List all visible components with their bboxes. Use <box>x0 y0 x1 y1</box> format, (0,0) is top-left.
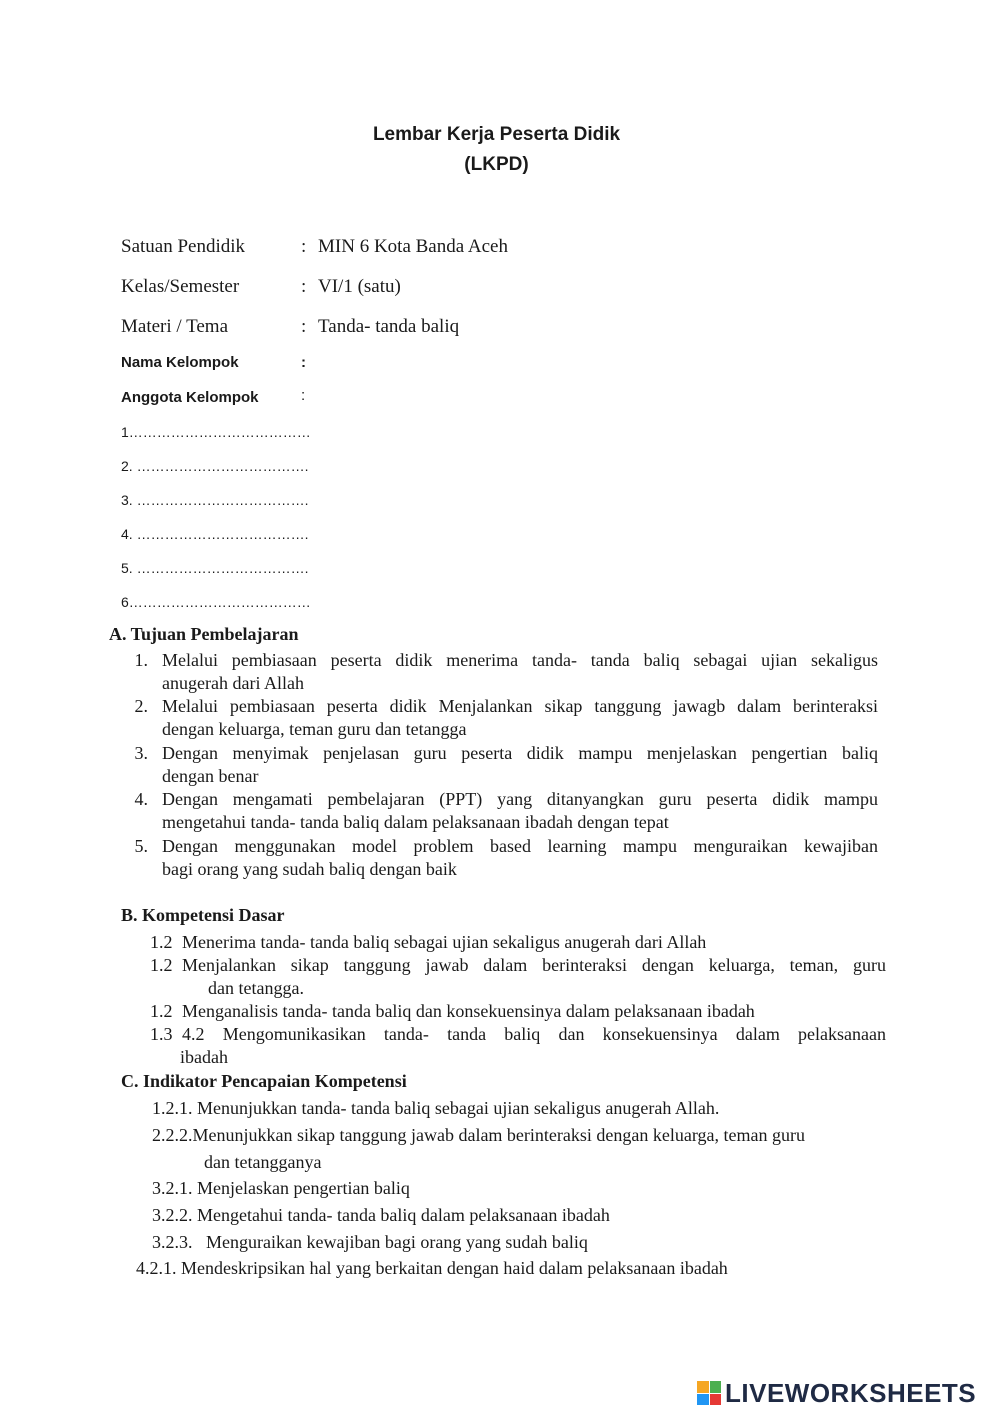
section-b-item-line: dan tetangga. <box>208 978 304 998</box>
materi-label: Materi / Tema <box>121 316 229 337</box>
section-a-item-line: Dengan menyimak penjelasan guru peserta didik mampu menjelaskan pengertian baliq <box>162 743 878 763</box>
section-a-item <box>162 835 878 881</box>
section-b-item-line: 4.2 Mengomunikasikan tanda- tanda baliq dan konsekuensinya dalam pelaksanaan <box>182 1024 886 1044</box>
section-a-item-num: 5. <box>134 836 148 856</box>
section-a-item-line: Dengan menggunakan model problem based learning mampu menguraikan kewajiban <box>162 836 878 856</box>
logo-square <box>697 1381 709 1393</box>
section-b-item <box>182 1023 886 1069</box>
page-subtitle: (LKPD) <box>464 154 529 175</box>
section-b-item-line: Menerima tanda- tanda baliq sebagai ujian sekaligus anugerah dari Allah <box>182 932 707 952</box>
section-a-item-line: mengetahui tanda- tanda baliq dalam pelaksanaan ibadah dengan tepat <box>162 812 669 832</box>
section-b-heading: B. Kompetensi Dasar <box>121 905 285 925</box>
section-b-item-line: ibadah <box>180 1047 228 1067</box>
logo-square <box>710 1394 722 1406</box>
indicator-item-continuation: dan tetangganya <box>204 1152 322 1172</box>
section-b-item-num: 1.2 <box>150 932 173 952</box>
kelas-label: Kelas/Semester <box>121 276 240 297</box>
section-b-item-line: Menjalankan sikap tanggung jawab dalam berinteraksi dengan keluarga, teman, guru <box>182 955 886 975</box>
section-c-heading: C. Indikator Pencapaian Kompetensi <box>121 1071 407 1091</box>
logo-square <box>697 1394 709 1406</box>
section-b-item-num: 1.2 <box>150 955 173 975</box>
section-b-item-num: 1.3 <box>150 1024 173 1044</box>
section-a-item-num: 1. <box>134 650 148 670</box>
liveworksheets-logo <box>697 1377 976 1409</box>
satuan-label: Satuan Pendidik <box>121 236 246 257</box>
section-b-item <box>182 931 886 954</box>
section-a-item-line: dengan keluarga, teman guru dan tetangga <box>162 719 467 739</box>
member-line-6: 6………………………………… <box>121 594 311 610</box>
section-a-item-num: 4. <box>134 789 148 809</box>
page-title: Lembar Kerja Peserta Didik <box>372 124 621 145</box>
member-line-2: 2. ………………………………. <box>121 458 309 474</box>
member-line-1: 1………………………………… <box>121 424 311 440</box>
section-a-item <box>162 788 878 834</box>
member-line-4: 4. ………………………………. <box>121 526 309 542</box>
section-b-item-line: Menganalisis tanda- tanda baliq dan konsekuensinya dalam pelaksanaan ibadah <box>182 1001 755 1021</box>
materi-colon: : <box>301 316 307 337</box>
member-line-5: 5. ………………………………. <box>121 560 309 576</box>
section-a-item <box>162 695 878 741</box>
indicator-item: 3.2.3. Menguraikan kewajiban bagi orang yang sudah baliq <box>152 1232 588 1252</box>
member-line-3: 3. ………………………………. <box>121 492 309 508</box>
section-a-item-line: bagi orang yang sudah baliq dengan baik <box>162 859 457 879</box>
indicator-item: 3.2.1. Menjelaskan pengertian baliq <box>152 1178 410 1198</box>
indicator-item: 4.2.1. Mendeskripsikan hal yang berkaitan dengan haid dalam pelaksanaan ibadah <box>136 1258 728 1278</box>
section-a-item-num: 3. <box>134 743 148 763</box>
materi-value: Tanda- tanda baliq <box>318 316 460 337</box>
section-a-item <box>162 649 878 695</box>
nama-kelompok-colon: : <box>301 354 306 371</box>
indicator-item: 1.2.1. Menunjukkan tanda- tanda baliq sebagai ujian sekaligus anugerah Allah. <box>152 1098 720 1118</box>
liveworksheets-logo-icon <box>697 1381 721 1405</box>
section-b-item <box>182 1000 886 1023</box>
section-a-item-line: Melalui pembiasaan peserta didik Menjalankan sikap tanggung jawagb dalam berinteraksi <box>162 696 878 716</box>
kelas-colon: : <box>301 276 307 297</box>
section-a-item-line: anugerah dari Allah <box>162 673 304 693</box>
section-a-item-line: Melalui pembiasaan peserta didik menerima tanda- tanda baliq sebagai ujian sekaligus <box>162 650 878 670</box>
section-b-item-num: 1.2 <box>150 1001 173 1021</box>
liveworksheets-logo-text: LIVEWORKSHEETS <box>725 1377 977 1408</box>
anggota-kelompok-colon: : <box>301 387 306 404</box>
anggota-kelompok-label: Anggota Kelompok <box>121 389 259 406</box>
satuan-colon: : <box>301 236 307 257</box>
satuan-value: MIN 6 Kota Banda Aceh <box>318 236 508 257</box>
section-a-item-num: 2. <box>134 696 148 716</box>
section-a-item-line: dengan benar <box>162 766 259 786</box>
section-a-item <box>162 742 878 788</box>
section-b-item <box>182 954 886 1000</box>
nama-kelompok-label: Nama Kelompok <box>121 354 239 371</box>
section-a-heading: A. Tujuan Pembelajaran <box>109 624 299 644</box>
logo-square <box>710 1381 722 1393</box>
section-a-item-line: Dengan mengamati pembelajaran (PPT) yang ditanyangkan guru peserta didik mampu <box>162 789 878 809</box>
kelas-value: VI/1 (satu) <box>318 276 401 297</box>
indicator-item: 2.2.2.Menunjukkan sikap tanggung jawab dalam berinteraksi dengan keluarga, teman guru <box>152 1125 805 1145</box>
indicator-item: 3.2.2. Mengetahui tanda- tanda baliq dalam pelaksanaan ibadah <box>152 1205 610 1225</box>
